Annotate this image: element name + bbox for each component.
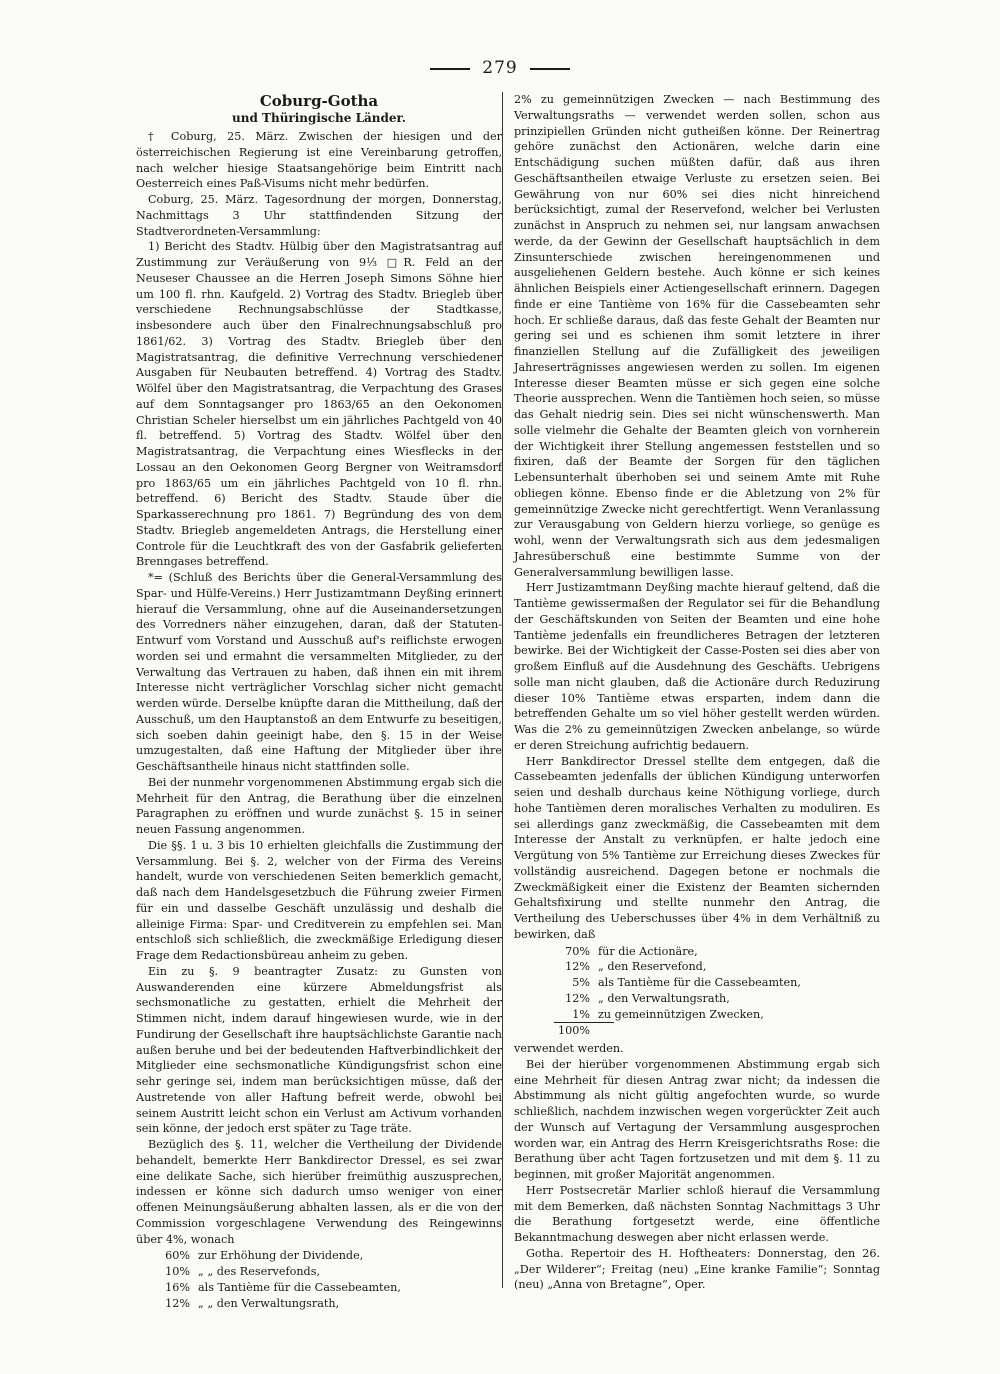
article-paragraph: † Coburg, 25. März. Zwischen der hiesigen und der österreichischen Regierung ist eine Vereinbarung getroffen, nach welcher hiesige Staatsangehörige beim Eintritt nach Oesterreich eines Paß-Visums nicht mehr bedürfen.: [136, 130, 502, 191]
article-paragraph: Herr Bankdirector Dressel stellte dem entgegen, daß die Cassebeamten jedenfalls der üblichen Kündigung unterworfen seien und deshalb durchaus keine Nöthigung vorliege, durch hohe Tantièmen deren moralisches Verhalten zu moduliren. Es sei allerdings ganz zweckmäßig, die Cassebeamten mit dem Interesse der Anstalt zu verknüpfen, er halte jedoch eine Vergütung von 5% Tantième zur Erreichung dieses Zweckes für vollständig ausreichend. Dagegen betone er nochmals die Zweckmäßigkeit einer die Existenz der Beamten sichernden Gehaltsfixirung und stellte nunmehr den Antrag, die Vertheilung des Ueberschusses über 4% in dem Verhältniß zu bewirken, daß: [514, 754, 880, 941]
distribution-row: [154, 1264, 502, 1280]
article-paragraph: Die §§. 1 u. 3 bis 10 erhielten gleichfalls die Zustimmung der Versammlung. Bei §. 2, welcher von der Firma des Vereins handelt, wurde von verschiedenen Seiten bemerklich gemacht, daß nach dem Handelsgesetzbuch die Führung zweier Firmen für ein und dasselbe Geschäft unzulässig und deshalb die alleinige Firma: Spar- und Creditverein zu empfehlen sei. Man entschloß sich schließlich, die zweckmäßige Erledigung dieser Frage dem Redactionsbüreau anheim zu geben.: [136, 838, 502, 962]
article-paragraph: Herr Justizamtmann Deyßing machte hierauf geltend, daß die Tantième gewissermaßen der Regulator sei für die Behandlung der Geschäftskunden von Seiten der Beamten und eine hohe Tantième jedenfalls ein freundlicheres Betragen der letzteren bewirke. Bei der Wichtigkeit der Casse-Posten sei dies aber von großem Einfluß auf die Ausdehnung des Geschäfts. Uebrigens solle man nicht glauben, daß die Actionäre durch Reduzirung dieser 10% Tantième etwas ersparten, indem dann die betreffenden Gehalte um so viel höher gestellt werden würden. Was die 2% zu gemeinnützigen Zwecken anbelange, so würde er deren Streichung aufrichtig bedauern.: [514, 581, 880, 752]
distribution-text: „ den Reservefond,: [598, 960, 707, 974]
article-paragraph: *= (Schluß des Berichts über die General-Versammlung des Spar- und Hülfe-Vereins.) Herr Justizamtmann Deyßing erinnert hierauf die Versammlung, ohne auf die Auseinandersetzungen des Vorredners näher einzugehen, daran, daß der Statuten-Entwurf vom Vorstand und Ausschuß auf's reiflichste erwogen worden sei und ermahnt die versammelten Mitglieder, zu der Verwaltung das Vertrauen zu haben, daß ihnen ein mit ihrem Interesse nicht verträglicher Vorschlag sicher nicht gemacht werden würde. Derselbe knüpfte daran die Mittheilung, daß der Ausschuß, um den Hauptanstoß an dem Entwurfe zu beseitigen, sich soeben dahin geeinigt habe, den §. 15 in der Weise umzugestalten, daß eine Haftung der Mitglieder über ihre Geschäftsantheile hinaus nicht stattfinden solle.: [136, 571, 502, 773]
left-column: [136, 92, 502, 1313]
distribution-percent: 12%: [565, 960, 590, 974]
distribution-text: „ „ den Verwaltungsrath,: [198, 1296, 340, 1310]
distribution-percent: 70%: [565, 944, 590, 958]
distribution-percent: 60%: [165, 1249, 190, 1263]
article-paragraph: Bei der nunmehr vorgenommenen Abstimmung ergab sich die Mehrheit für den Antrag, die Berathung über die einzelnen Paragraphen zu eröffnen und wurde zunächst §. 15 in seiner neuen Fassung angenommen.: [136, 775, 502, 836]
distribution-list: [154, 1248, 502, 1311]
distribution-text: als Tantième für die Cassebeamten,: [598, 976, 801, 989]
article-paragraph: Herr Postsecretär Marlier schloß hierauf die Versammlung mit dem Bemerken, daß nächsten Sonntag Nachmittags 3 Uhr die Berathung fortgesetzt werde, eine öffentliche Bekanntmachung deswegen aber nicht erlassen werde.: [514, 1183, 880, 1244]
distribution-row: [154, 1296, 502, 1312]
distribution-text: zur Erhöhung der Dividende,: [198, 1249, 364, 1263]
distribution-text: „ „ des Reservefonds,: [198, 1265, 321, 1278]
distribution-row: [554, 975, 880, 991]
section-subheading: und Thüringische Länder.: [232, 111, 406, 125]
article-paragraph: 2% zu gemeinnützigen Zwecken — nach Bestimmung des Verwaltungsraths — verwendet werden sollen, schon aus prinzipiellen Gründen nicht gutheißen könne. Der Reinertrag gehöre zunächst den Actionären, welche darin eine Entschädigung suchen müßten dafür, daß aus ihren Geschäftsantheilen etwaige Verluste zu ersetzen seien. Bei Gewährung von nur 60% sei dies nicht hinreichend berücksichtigt, zumal der Reservefond, welcher bei Verlusten zunächst in Anspruch zu nehmen sei, nur langsam anwachsen werde, da der Gewinn der Gesellschaft hauptsächlich in dem Zinsunterschiede zwischen hereingenommenen und ausgeliehenen Geldern bestehe. Auch könne er sich keines ähnlichen Beispiels einer Actiengesellschaft erinnern. Dagegen finde er eine Tantième von 16% für die Cassebeamten sehr hoch. Er schließe daraus, daß das feste Gehalt der Beamten nur gering sei und es schienen ihm somit letztere in ihrer finanziellen Stellung auf die Zufälligkeit des jeweiligen Jahreserträgnisses angewiesen werden zu sollen. Im eigenen Interesse dieser Beamten müsse er sich gegen eine solche Theorie aussprechen. Wenn die Tantièmen hoch seien, so müsse das Gehalt niedrig sein. Dies sei nicht wünschenswerth. Man solle vielmehr die Gehalte der Beamten gleich von vornherein der Wichtigkeit ihrer Stellung angemessen feststellen und so fixiren, daß der Beamte der Sorgen für den täglichen Lebensunterhalt überhoben sei und seinem Amte mit Ruhe obliegen könne. Ebenso finde er die Abletzung von 2% für gemeinnützige Zwecke nicht gerechtfertigt. Wenn Veranlassung zur Verausgabung von Geldern hierzu vorliege, so genüge es wohl, wenn der Verwaltungsrath sich aus dem jedesmaligen Jahresüberschuß eine bestimmte Summe von der Generalversammlung bewilligen lasse.: [514, 93, 880, 579]
distribution-percent: 12%: [165, 1296, 190, 1310]
page-number-line: [0, 58, 1000, 78]
article-paragraph: verwendet werden.: [514, 1042, 624, 1055]
distribution-text: für die Actionäre,: [598, 944, 698, 958]
article-paragraph: Gotha. Repertoir des H. Hoftheaters: Donnerstag, den 26. „Der Wilderer“; Freitag (neu) „Eine kranke Familie“; Sonntag (neu) „Anna von Bretagne“, Oper.: [514, 1246, 880, 1292]
distribution-total: 100%: [558, 1024, 590, 1038]
article-paragraph: Ein zu §. 9 beantragter Zusatz: zu Gunsten von Auswanderenden eine kürzere Abmeldungsfrist als sechsmonatliche zu gestatten, erhielt die Mehrheit der Stimmen nicht, indem darauf hingewiesen wurde, wie in der Fundirung der Gesellschaft ihre hauptsächlichste Garantie nach außen beruhe und bei der bedeutenden Haftverbindlichkeit der Mitglieder eine sechsmonatliche Kündigungsfrist schon eine sehr geringe sei, indem man berücksichtigen müsse, daß der Austretende von aller Haftung befreit werde, obwohl bei seinem Austritt leicht schon ein Verlust am Activum vorhanden sein könne, der jedoch erst später zu Tage träte.: [136, 964, 502, 1136]
section-heading: Coburg-Gotha: [259, 92, 379, 110]
distribution-row: [154, 1280, 502, 1296]
distribution-total-row: [554, 1022, 614, 1039]
distribution-percent: 5%: [572, 976, 590, 989]
distribution-row: [554, 1007, 880, 1023]
rule-right: [530, 68, 570, 70]
distribution-row: [154, 1248, 502, 1264]
article-paragraph: Coburg, 25. März. Tagesordnung der morgen, Donnerstag, Nachmittags 3 Uhr stattfindenden Sitzung der Stadtverordneten-Versammlung:: [136, 193, 502, 238]
distribution-percent: 12%: [565, 991, 590, 1005]
rule-left: [430, 68, 470, 70]
distribution-percent: 1%: [572, 1007, 590, 1021]
distribution-row: [554, 991, 880, 1007]
distribution-row: [554, 959, 880, 975]
distribution-list: [554, 944, 880, 1040]
column-divider: [502, 92, 503, 1288]
right-column: [514, 92, 880, 1293]
distribution-text: zu gemeinnützigen Zwecken,: [598, 1007, 764, 1021]
article-paragraph: Bei der hierüber vorgenommenen Abstimmung ergab sich eine Mehrheit für diesen Antrag zwar nicht; da indessen die Abstimmung als nicht gültig angefochten wurde, so wurde schließlich, nachdem inzwischen wegen vorgerückter Zeit auch der Wunsch auf Vertagung der Versammlung ausgesprochen worden war, ein Antrag des Herrn Kreisgerichtsraths Rose: die Berathung über acht Tagen fortzusetzen und mit dem §. 11 zu beginnen, mit großer Majorität angenommen.: [514, 1057, 880, 1181]
page-number: 279: [482, 58, 518, 78]
article-paragraph: 1) Bericht des Stadtv. Hülbig über den Magistratsantrag auf Zustimmung zur Veräußerung von 9⅓ □R. Feld an der Neuseser Chaussee an die Herren Joseph Simons Söhne hier um 100 fl. rhn. Kaufgeld. 2) Vortrag des Stadtv. Briegleb über verschiedene Rechnungsabschlüsse der Stadtkasse, insbesondere auch über den Finalrechnungsabschluß pro 1861/62. 3) Vortrag des Stadtv. Briegleb über den Magistratsantrag, die definitive Verrechnung verschiedener Ausgaben für Neubauten betreffend. 4) Vortrag des Stadtv. Wölfel über den Magistratsantrag, die Verpachtung des Grases auf dem Sonntagsanger pro 1863/65 an den Oekonomen Christian Scheler hierselbst um ein jährliches Pachtgeld von 40 fl. betreffend. 5) Vortrag des Stadtv. Wölfel über den Magistratsantrag, die Verpachtung eines Wiesflecks in der Lossau an den Oekonomen Georg Bergner von Weitramsdorf pro 1863/65 um ein jährliches Pachtgeld von 10 fl. rhn. betreffend. 6) Bericht des Stadtv. Staude über die Sparkasserechnung pro 1861. 7) Begründung des von dem Stadtv. Briegleb angemeldeten Antrags, die Herstellung einer Controle für die Leuchtkraft des von der Gasfabrik gelieferten Brenngases betreffend.: [136, 240, 502, 569]
distribution-row: [554, 944, 880, 960]
distribution-text: „ den Verwaltungsrath,: [598, 991, 730, 1005]
distribution-text: als Tantième für die Cassebeamten,: [198, 1280, 401, 1294]
distribution-percent: 10%: [165, 1265, 190, 1278]
article-paragraph: Bezüglich des §. 11, welcher die Vertheilung der Dividende behandelt, bemerkte Herr Bankdirector Dressel, es sei zwar eine delikate Sache, sich hierüber freimüthig auszusprechen, indessen er könne sich dadurch umso weniger von einer offenen Meinungsäußerung abhalten lassen, als er die von der Commission vorgeschlagene Verwendung des Reingewinns über 4%, wonach: [136, 1138, 502, 1246]
distribution-percent: 16%: [165, 1280, 190, 1294]
